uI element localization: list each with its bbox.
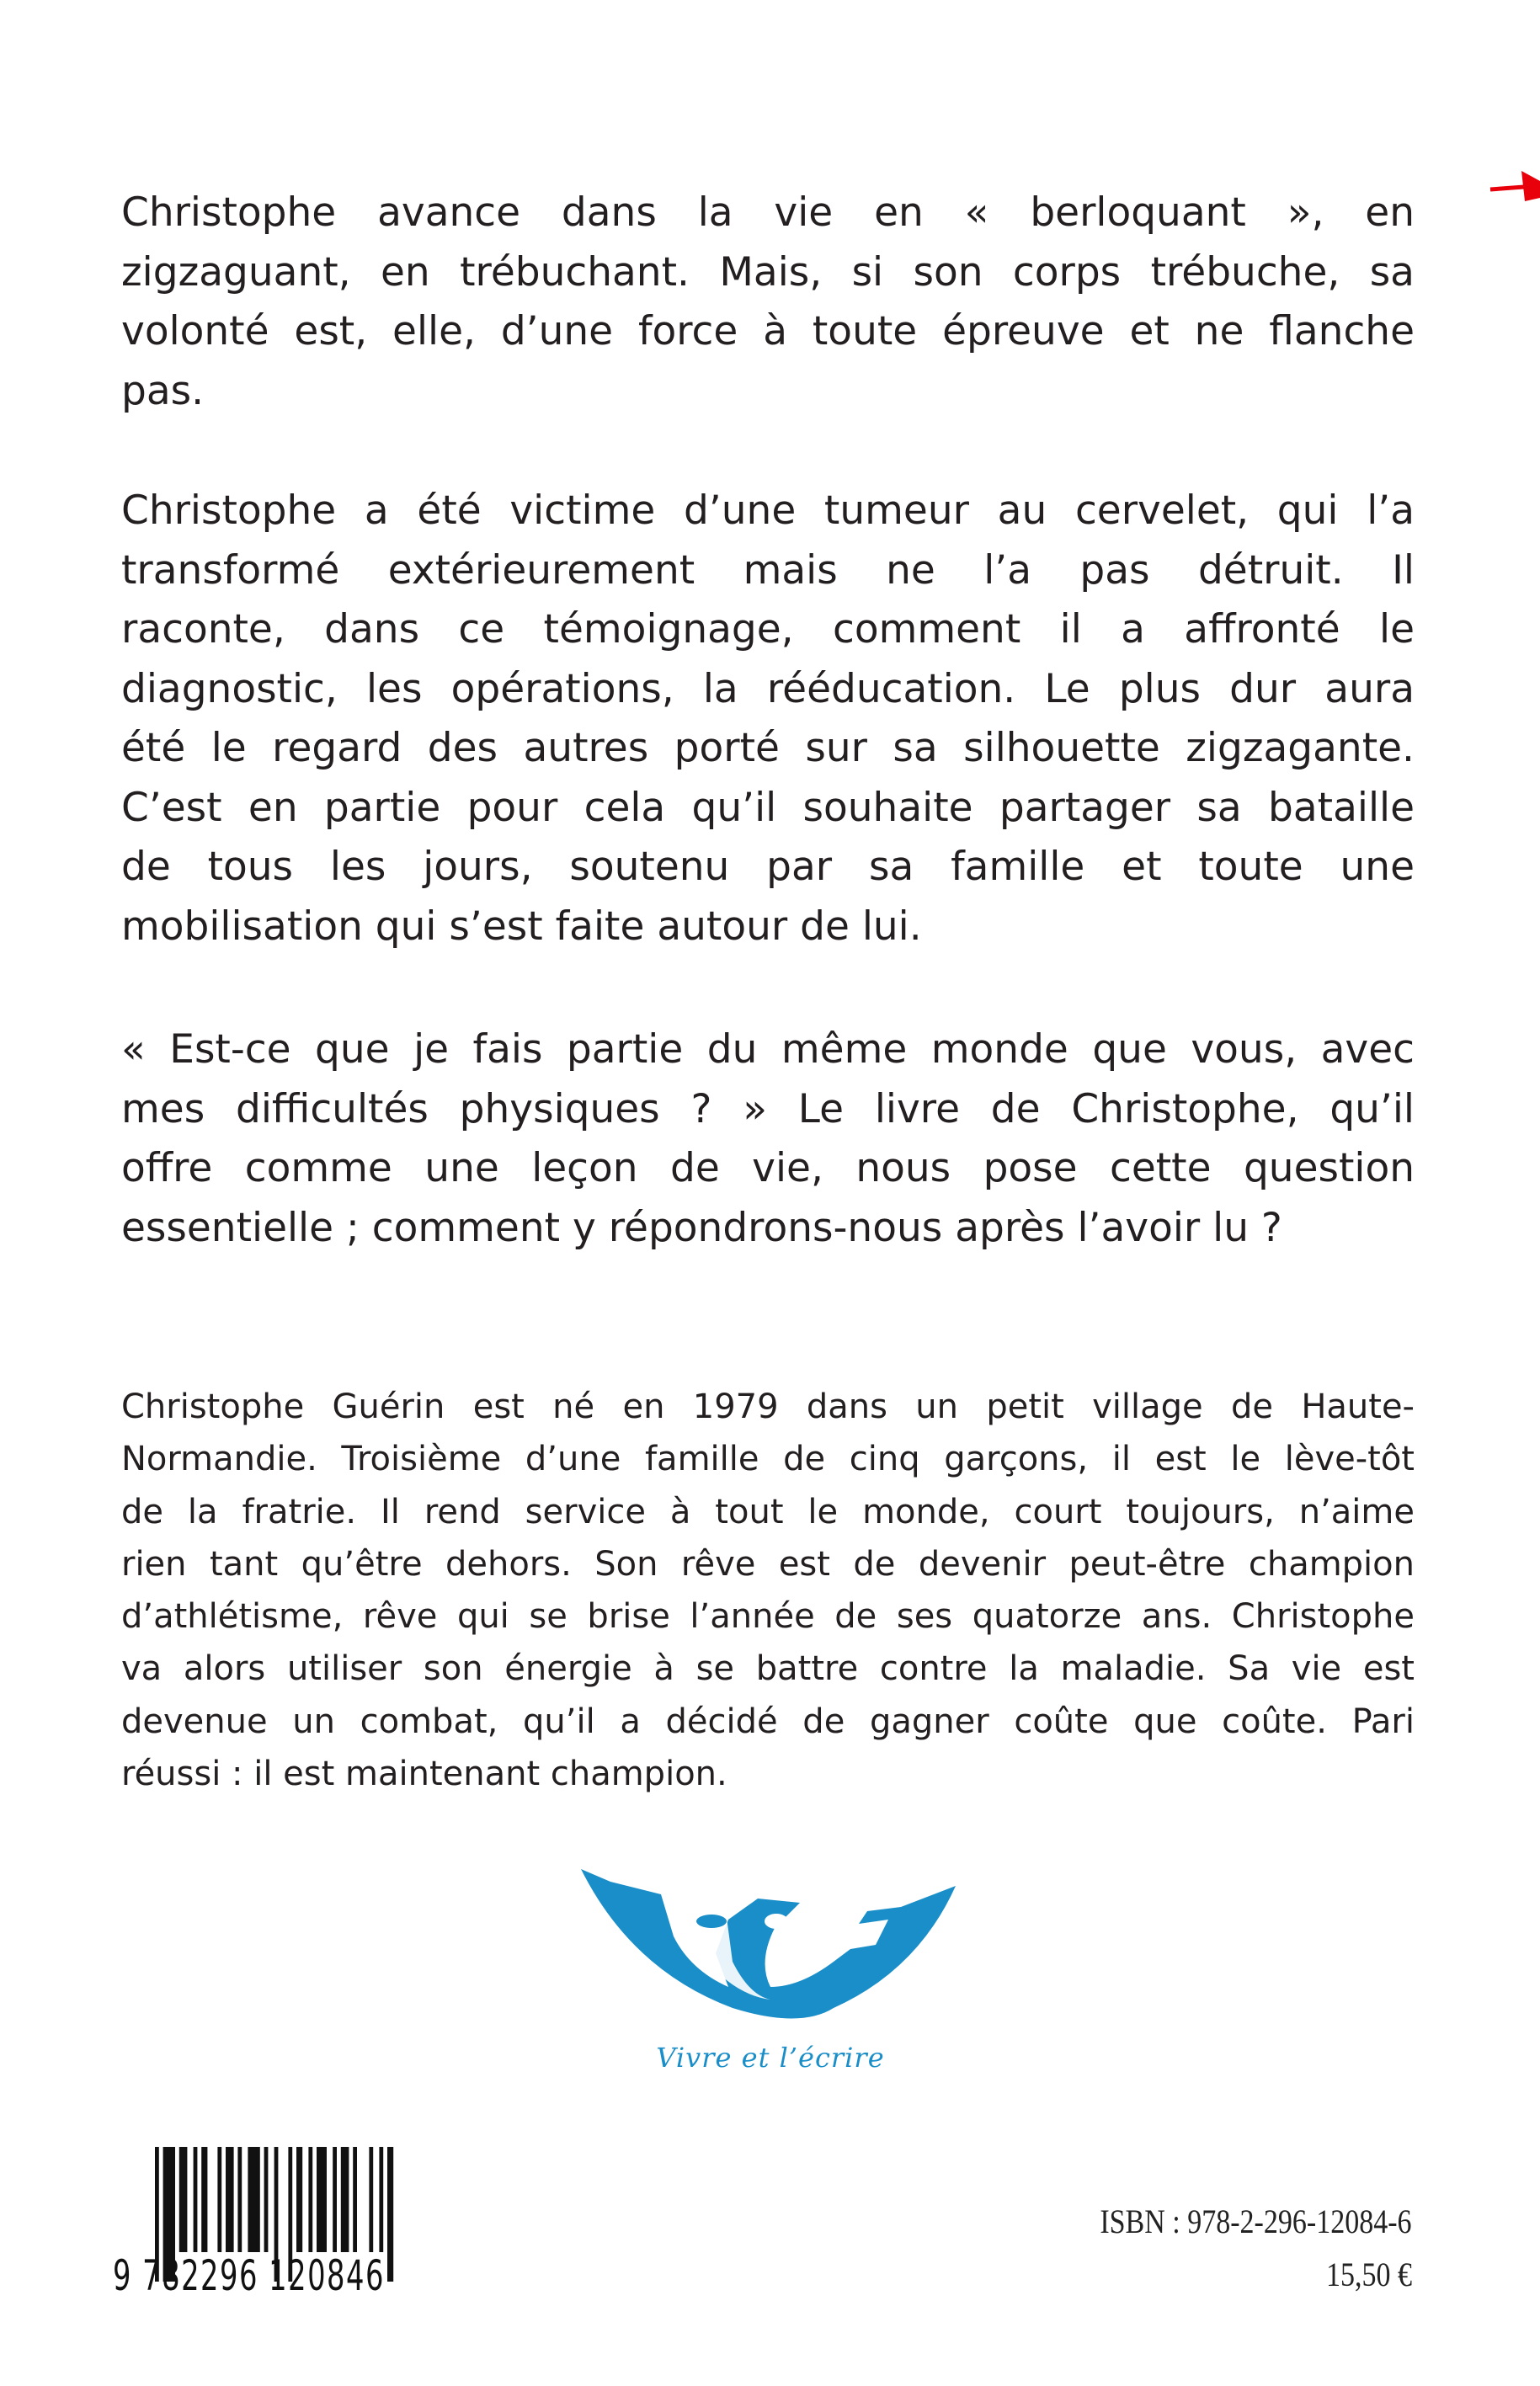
- text-line: transformé extérieurement mais ne l’a pas détruit. Il: [121, 546, 1415, 594]
- text-line: « Est-ce que je fais partie du même monde que vous, avec: [121, 1026, 1415, 1073]
- text-line: été le regard des autres porté sur sa silhouette zigzagante.: [121, 725, 1415, 771]
- text-line: pas.: [121, 367, 205, 414]
- blurb-paragraph-2: [121, 482, 1415, 956]
- blurb-paragraph-1: [121, 184, 1415, 421]
- barcode-bar: [333, 2147, 337, 2252]
- text-line: Christophe Guérin est né en 1979 dans un petit village de Haute-: [121, 1387, 1415, 1426]
- barcode-bar: [387, 2147, 393, 2282]
- text-line: raconte, dans ce témoignage, comment il a affronté le: [121, 606, 1415, 652]
- text-line: essentielle ; comment y répondrons-nous après l’avoir lu ?: [121, 1204, 1282, 1251]
- text-line: de la fratrie. Il rend service à tout le monde, court toujours, n’aime: [121, 1492, 1415, 1531]
- barcode-bar: [248, 2147, 259, 2252]
- text-line: Normandie. Troisième d’une famille de cinq garçons, il est le lève-tôt: [121, 1440, 1415, 1479]
- text-line: va alors utiliser son énergie à se battre contre la maladie. Sa vie est: [121, 1649, 1415, 1689]
- text-line: d’athlétisme, rêve qui se brise l’année de ses quatorze ans. Christophe: [121, 1597, 1415, 1637]
- text-line: zigzaguant, en trébuchant. Mais, si son corps trébuche, sa: [121, 248, 1415, 296]
- barcode-bar: [353, 2147, 357, 2252]
- barcode-bar: [226, 2147, 234, 2252]
- barcode-bar: [264, 2147, 269, 2252]
- text-line: mobilisation qui s’est faite autour de lui.: [121, 903, 922, 950]
- barcode-bar: [308, 2147, 312, 2252]
- barcode-bar: [341, 2147, 349, 2252]
- isbn-label: ISBN : 978-2-296-12084-6: [1100, 2202, 1412, 2240]
- text-line: de tous les jours, soutenu par sa famille et toute une: [121, 844, 1415, 890]
- barcode-bar: [379, 2147, 383, 2252]
- text-line: réussi : il est maintenant champion.: [121, 1755, 727, 1794]
- barcode-digits: 9 782296 120846: [113, 2251, 385, 2300]
- barcode-bar: [317, 2147, 327, 2252]
- barcode-bar: [217, 2147, 221, 2252]
- text-line: devenue un combat, qu’il a décidé de gagner coûte que coûte. Pari: [121, 1702, 1415, 1741]
- publisher-logo: [581, 1861, 960, 2029]
- text-line: Christophe avance dans la vie en « berloquant », en: [121, 189, 1415, 236]
- barcode-bar: [201, 2147, 207, 2252]
- text-line: diagnostic, les opérations, la rééducation. Le plus dur aura: [121, 665, 1415, 712]
- text-line: volonté est, elle, d’une force à toute épreuve et ne flanche: [121, 308, 1415, 354]
- text-line: Christophe a été victime d’une tumeur au cervelet, qui l’a: [121, 487, 1415, 534]
- text-line: mes difficultés physiques ? » Le livre de Christophe, qu’il: [121, 1085, 1415, 1132]
- text-line: C’est en partie pour cela qu’il souhaite partager sa bataille: [121, 784, 1415, 831]
- barcode-bar: [369, 2147, 373, 2252]
- barcode-bar: [296, 2147, 302, 2252]
- red-arrow-icon: [1486, 164, 1540, 206]
- barcode-bar: [194, 2147, 198, 2252]
- author-bio: [121, 1381, 1415, 1800]
- isbn-barcode: [113, 2147, 509, 2298]
- text-line: rien tant qu’être dehors. Son rêve est de devenir peut-être champion: [121, 1544, 1415, 1584]
- publisher-name: Vivre et l’écrire: [656, 2042, 885, 2074]
- barcode-bar: [237, 2147, 242, 2252]
- barcode-bar: [179, 2147, 188, 2252]
- price-label: 15,50 €: [1326, 2256, 1412, 2293]
- blurb-paragraph-3: [121, 1020, 1415, 1258]
- text-line: offre comme une leçon de vie, nous pose cette question: [121, 1145, 1415, 1191]
